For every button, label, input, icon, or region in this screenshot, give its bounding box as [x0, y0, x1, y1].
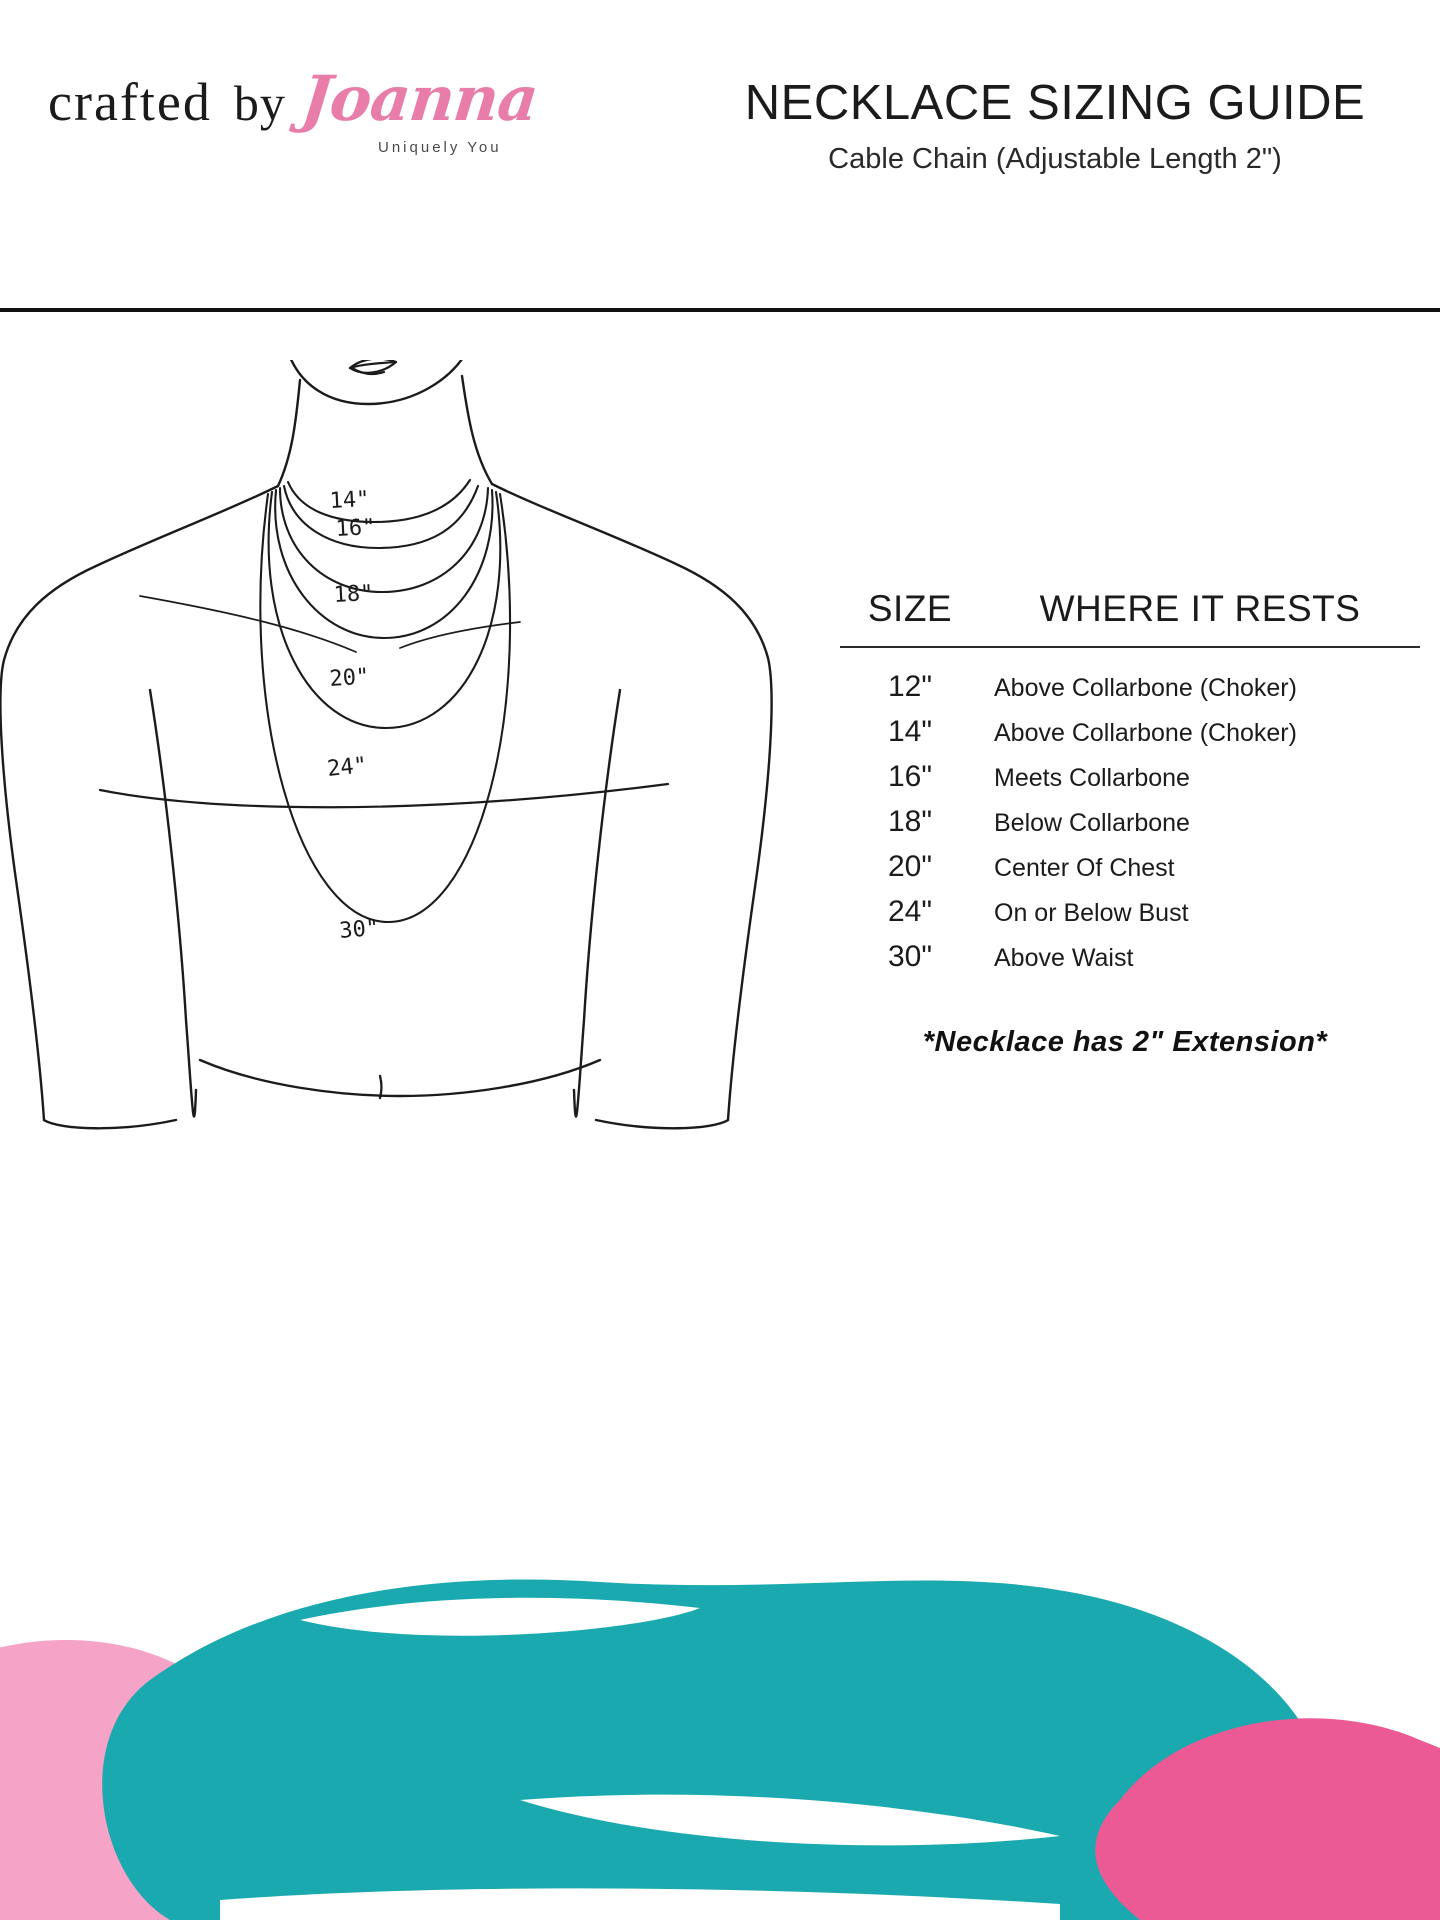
row-rest: Meets Collarbone	[994, 764, 1190, 792]
illus-label-14: 14"	[329, 486, 371, 514]
brand-logo	[48, 62, 628, 156]
illus-label-20: 20"	[328, 664, 371, 692]
brand-word-by: by	[233, 75, 286, 131]
table-row	[840, 805, 1420, 839]
row-rest: Above Waist	[994, 944, 1134, 972]
brand-tagline: Uniquely You	[378, 139, 502, 156]
necklace-chain-lines	[260, 480, 510, 922]
page-header	[0, 0, 1440, 310]
table-row	[840, 895, 1420, 929]
row-rest: Above Collarbone (Choker)	[994, 674, 1297, 702]
extension-note: *Necklace has 2" Extension*	[922, 1026, 1328, 1058]
table-row	[840, 760, 1420, 794]
row-size: 20"	[887, 850, 933, 883]
table-row	[840, 670, 1420, 704]
row-size: 12"	[887, 670, 933, 703]
row-size: 18"	[887, 805, 933, 838]
row-rest: Below Collarbone	[994, 809, 1190, 837]
lips-detail	[350, 360, 396, 374]
row-rest: Above Collarbone (Choker)	[994, 719, 1297, 747]
table-row	[840, 850, 1420, 884]
row-size: 24"	[887, 895, 933, 928]
table-body	[840, 670, 1420, 974]
illus-label-24: 24"	[326, 752, 369, 782]
table-row	[840, 715, 1420, 749]
header-divider	[0, 308, 1440, 312]
necklace-length-illustration	[0, 360, 800, 1340]
row-rest: On or Below Bust	[994, 899, 1189, 927]
page-subtitle: Cable Chain (Adjustable Length 2")	[828, 143, 1282, 176]
row-rest: Center Of Chest	[994, 854, 1175, 882]
title-block	[700, 78, 1410, 176]
footer-decoration	[0, 1500, 1440, 1920]
brand-logo-line	[48, 62, 628, 135]
illus-label-16: 16"	[335, 514, 377, 542]
table-header-row	[840, 588, 1420, 646]
illus-label-30: 30"	[338, 915, 381, 944]
sizing-table	[840, 588, 1420, 1059]
page-title: NECKLACE SIZING GUIDE	[744, 76, 1366, 130]
row-size: 30"	[887, 940, 933, 973]
brand-script-name: Joanna	[298, 62, 541, 135]
row-size: 16"	[887, 760, 933, 793]
brand-word-crafted: crafted	[48, 72, 212, 132]
illus-label-18: 18"	[333, 580, 375, 608]
row-size: 14"	[887, 715, 933, 748]
table-header-rests: WHERE IT RESTS	[1039, 588, 1361, 629]
table-header-size: SIZE	[867, 588, 953, 629]
table-row	[840, 940, 1420, 974]
table-header-divider	[840, 646, 1420, 648]
